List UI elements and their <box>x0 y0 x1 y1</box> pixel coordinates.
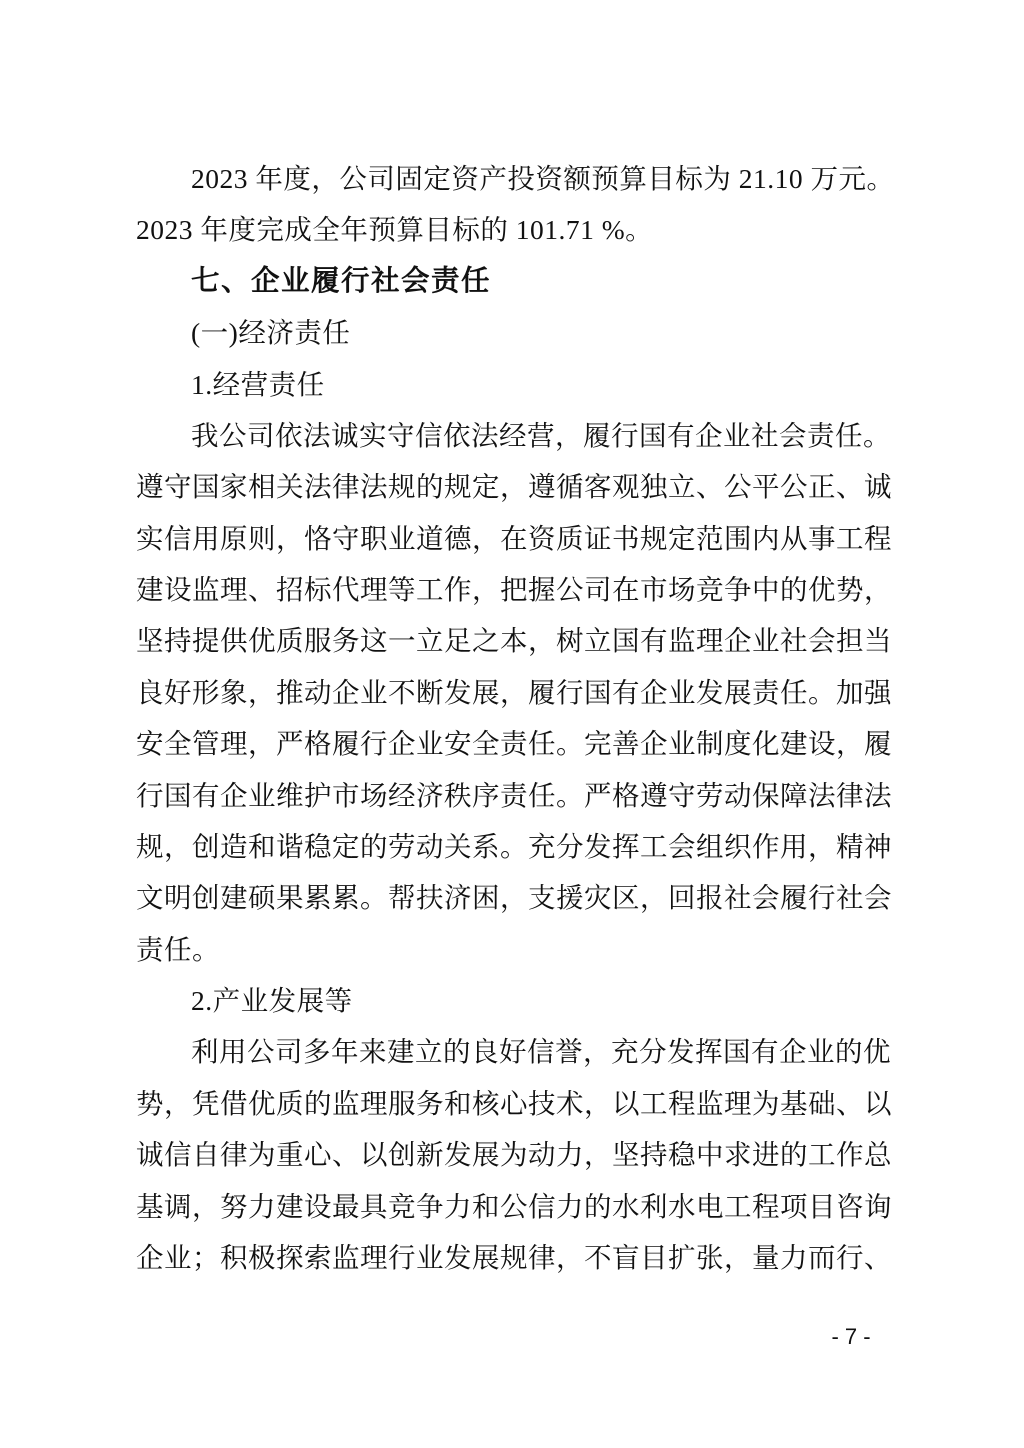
paragraph-line: 2023 年度完成全年预算目标的 101.71 %。 <box>136 214 654 246</box>
paragraph-line: 诚 信 自 律 为 重 心 、 以 创 新 发 展 为 动 力 ， 坚 持 稳 中 求 进 的 工 作 总 <box>136 1139 892 1171</box>
paragraph-line: 行 国 有 企 业 维 护 市 场 经 济 秩 序 责 任 。 严 格 遵 守 劳 动 保 障 法 律 法 <box>136 779 892 811</box>
document-body <box>136 153 895 1283</box>
paragraph-line: 我 公 司 依 法 诚 实 守 信 依 法 经 营 ， 履 行 国 有 企 业 社 会 责 任 。 <box>191 419 891 451</box>
paragraph-line: 企 业 ； 积 极 探 索 监 理 行 业 发 展 规 律 ， 不 盲 目 扩 张 ， 量 力 而 行 、 <box>136 1241 892 1273</box>
paragraph-line: 2023 年 度 ， 公 司 固 定 资 产 投 资 额 预 算 目 标 为 21.10 万 元 。 <box>191 163 895 194</box>
subsection-heading: (一)经济责任 <box>191 317 351 349</box>
section-heading: 七、企业履行社会责任 <box>191 264 492 297</box>
paragraph-line: 安 全 管 理 ， 严 格 履 行 企 业 安 全 责 任 。 完 善 企 业 制 度 化 建 设 ， 履 <box>136 728 892 760</box>
page-number: - 7 - <box>831 1324 871 1349</box>
paragraph-line: 良 好 形 象 ， 推 动 企 业 不 断 发 展 ， 履 行 国 有 企 业 发 展 责 任 。 加 强 <box>136 676 892 708</box>
paragraph-line: 文 明 创 建 硕 果 累 累 。 帮 扶 济 困 ， 支 援 灾 区 ， 回 报 社 会 履 行 社 会 <box>136 882 892 914</box>
paragraph-line: 基 调 ， 努 力 建 设 最 具 竞 争 力 和 公 信 力 的 水 利 水 电 工 程 项 目 咨 询 <box>136 1190 892 1222</box>
paragraph-line: 势 ， 凭 借 优 质 的 监 理 服 务 和 核 心 技 术 ， 以 工 程 监 理 为 基 础 、 以 <box>136 1087 892 1119</box>
subsection-heading: 1.经营责任 <box>191 368 325 400</box>
subsection-heading: 2.产业发展等 <box>191 985 353 1016</box>
paragraph-line: 实 信 用 原 则 ， 恪 守 职 业 道 德 ， 在 资 质 证 书 规 定 范 围 内 从 事 工 程 <box>136 522 892 554</box>
paragraph-line: 利 用 公 司 多 年 来 建 立 的 良 好 信 誉 ， 充 分 发 挥 国 有 企 业 的 优 <box>191 1036 891 1068</box>
paragraph-line: 遵 守 国 家 相 关 法 律 法 规 的 规 定 ， 遵 循 客 观 独 立 、 公 平 公 正 、 诚 <box>136 471 892 503</box>
paragraph-line: 坚 持 提 供 优 质 服 务 这 一 立 足 之 本 ， 树 立 国 有 监 理 企 业 社 会 担 当 <box>136 625 892 657</box>
paragraph-line: 责任。 <box>136 933 220 965</box>
paragraph-line: 建 设 监 理 、 招 标 代 理 等 工 作 ， 把 握 公 司 在 市 场 竞 争 中 的 优 势 ， <box>136 574 892 605</box>
paragraph-line: 规 ， 创 造 和 谐 稳 定 的 劳 动 关 系 。 充 分 发 挥 工 会 组 织 作 用 ， 精 神 <box>136 830 892 862</box>
